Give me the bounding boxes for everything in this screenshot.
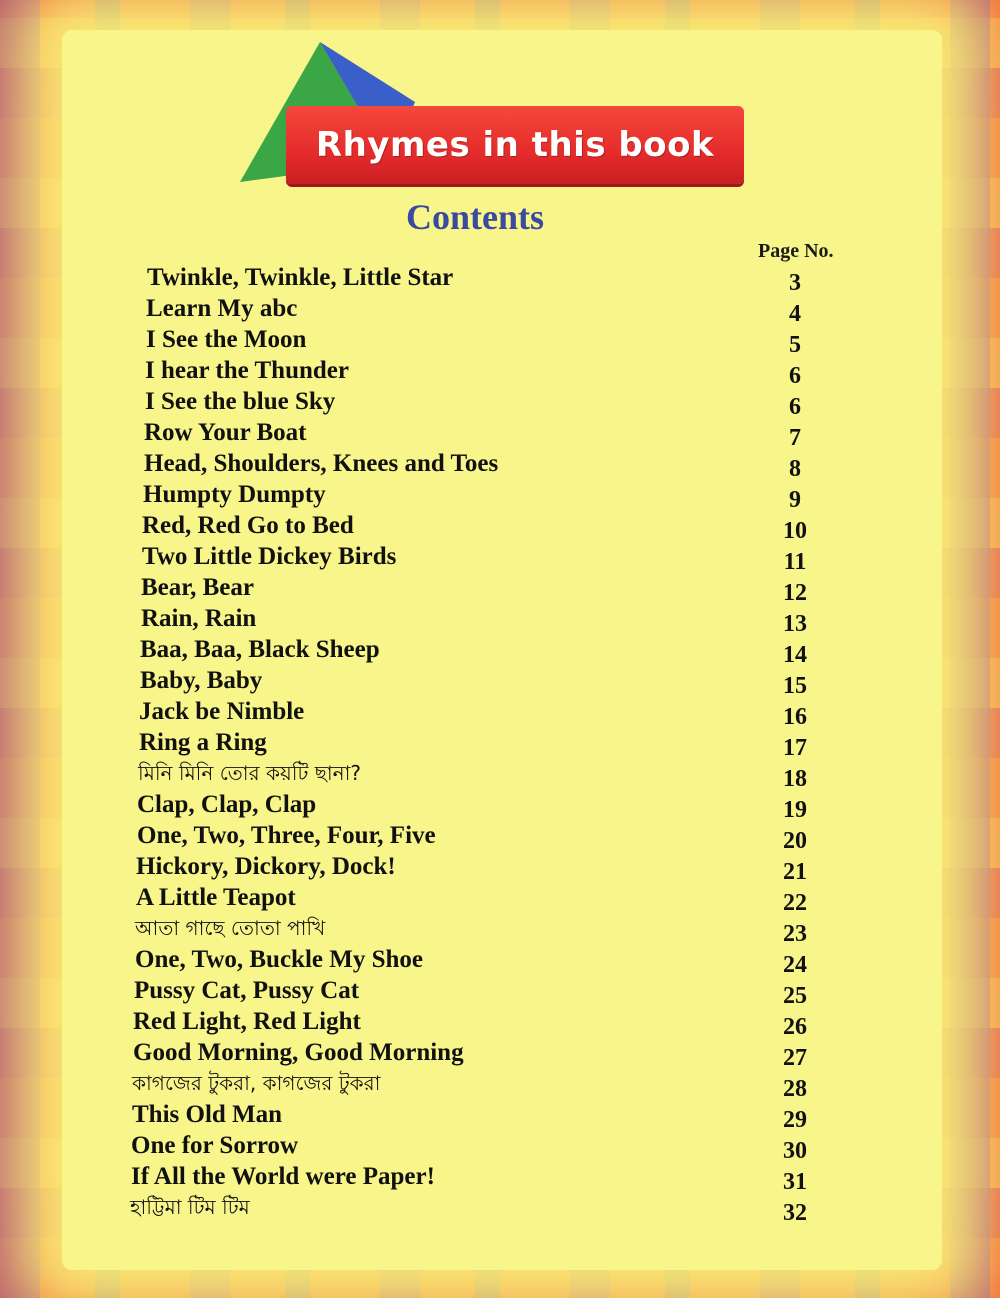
rhyme-title: I hear the Thunder <box>145 357 349 384</box>
contents-row <box>0 882 1000 916</box>
page-number: 28 <box>783 1076 807 1102</box>
page-number: 27 <box>783 1045 807 1071</box>
rhyme-title: হাট্টিমা টিম টিম <box>130 1195 250 1219</box>
page-number: 20 <box>783 828 807 854</box>
rhyme-title: Pussy Cat, Pussy Cat <box>134 977 360 1004</box>
banner-title: Rhymes in this book <box>315 125 715 165</box>
contents-row <box>0 603 1000 637</box>
page-number-header: Page No. <box>758 240 834 262</box>
contents-row <box>0 727 1000 761</box>
rhyme-title: Red Light, Red Light <box>133 1008 361 1035</box>
rhyme-title: Hickory, Dickory, Dock! <box>136 853 396 880</box>
page-number: 25 <box>783 983 807 1009</box>
contents-row <box>0 944 1000 978</box>
rhyme-title: If All the World were Paper! <box>131 1163 435 1190</box>
rhyme-title: Head, Shoulders, Knees and Toes <box>144 450 499 477</box>
contents-row <box>0 572 1000 606</box>
rhyme-title: Two Little Dickey Birds <box>142 543 397 570</box>
rhyme-title: মিনি মিনি তোর কয়টি ছানা? <box>138 761 361 785</box>
rhyme-title: আতা গাছে তোতা পাখি <box>135 916 326 940</box>
page-number: 13 <box>783 611 807 637</box>
contents-row <box>0 1006 1000 1040</box>
page-number: 3 <box>789 270 801 296</box>
rhyme-title: কাগজের টুকরা, কাগজের টুকরা <box>132 1071 381 1095</box>
rhyme-title: Baa, Baa, Black Sheep <box>140 636 380 663</box>
page-number: 10 <box>783 518 807 544</box>
contents-row <box>0 448 1000 482</box>
page-number: 16 <box>783 704 807 730</box>
contents-row <box>0 417 1000 451</box>
contents-row <box>0 1037 1000 1071</box>
page-number: 6 <box>789 363 801 389</box>
page-number: 29 <box>783 1107 807 1133</box>
rhyme-title: Learn My abc <box>146 295 298 322</box>
page-number: 6 <box>789 394 801 420</box>
contents-row <box>0 1192 1000 1226</box>
rhyme-title: This Old Man <box>132 1101 283 1128</box>
page-number: 11 <box>783 549 807 575</box>
page-number: 7 <box>789 425 801 451</box>
page-number: 32 <box>783 1200 807 1226</box>
rhyme-title: Jack be Nimble <box>139 698 305 725</box>
contents-title: Contents <box>405 197 544 237</box>
page-number: 12 <box>783 580 807 606</box>
page-number: 19 <box>783 797 807 823</box>
contents-row <box>0 324 1000 358</box>
page-number: 18 <box>783 766 807 792</box>
contents-row <box>0 355 1000 389</box>
page-number: 4 <box>789 301 801 327</box>
contents-row <box>0 479 1000 513</box>
rhyme-title: One for Sorrow <box>131 1132 299 1159</box>
rhyme-title: Bear, Bear <box>141 574 254 601</box>
contents-row <box>0 758 1000 792</box>
banner-box <box>286 106 744 184</box>
contents-row <box>0 820 1000 854</box>
page-number: 14 <box>783 642 807 668</box>
rhyme-title: Clap, Clap, Clap <box>137 791 317 818</box>
rhyme-title: I See the blue Sky <box>145 388 336 415</box>
rhyme-title: Rain, Rain <box>141 605 257 632</box>
contents-row <box>0 634 1000 668</box>
contents-row <box>0 1130 1000 1164</box>
page-number: 8 <box>789 456 801 482</box>
page-number: 24 <box>783 952 807 978</box>
contents-row <box>0 789 1000 823</box>
rhyme-title: Row Your Boat <box>144 419 307 446</box>
rhyme-title: One, Two, Buckle My Shoe <box>135 946 423 973</box>
contents-row <box>0 696 1000 730</box>
rhyme-title: One, Two, Three, Four, Five <box>137 822 436 849</box>
page-number: 21 <box>783 859 807 885</box>
rhyme-title: Red, Red Go to Bed <box>142 512 354 539</box>
contents-row <box>0 510 1000 544</box>
page-number: 5 <box>789 332 801 358</box>
contents-row <box>0 851 1000 885</box>
page-number: 22 <box>783 890 807 916</box>
header-banner <box>240 42 760 192</box>
rhyme-title: Humpty Dumpty <box>143 481 326 508</box>
page-number: 15 <box>783 673 807 699</box>
contents-row <box>0 1161 1000 1195</box>
contents-row <box>0 1068 1000 1102</box>
contents-row <box>0 293 1000 327</box>
rhyme-title: Twinkle, Twinkle, Little Star <box>147 264 454 291</box>
page-number: 23 <box>783 921 807 947</box>
rhyme-title: Good Morning, Good Morning <box>133 1039 464 1066</box>
contents-row <box>0 975 1000 1009</box>
contents-row <box>0 386 1000 420</box>
page-number: 17 <box>783 735 807 761</box>
contents-row <box>0 541 1000 575</box>
page-number: 26 <box>783 1014 807 1040</box>
rhyme-title: A Little Teapot <box>136 884 296 911</box>
rhyme-title: I See the Moon <box>146 326 307 353</box>
contents-row <box>0 262 1000 296</box>
page-number: 31 <box>783 1169 807 1195</box>
contents-row <box>0 665 1000 699</box>
rhyme-title: Baby, Baby <box>140 667 263 694</box>
contents-row <box>0 913 1000 947</box>
contents-row <box>0 1099 1000 1133</box>
page-number: 30 <box>783 1138 807 1164</box>
rhyme-title: Ring a Ring <box>139 729 267 756</box>
page-number: 9 <box>789 487 801 513</box>
